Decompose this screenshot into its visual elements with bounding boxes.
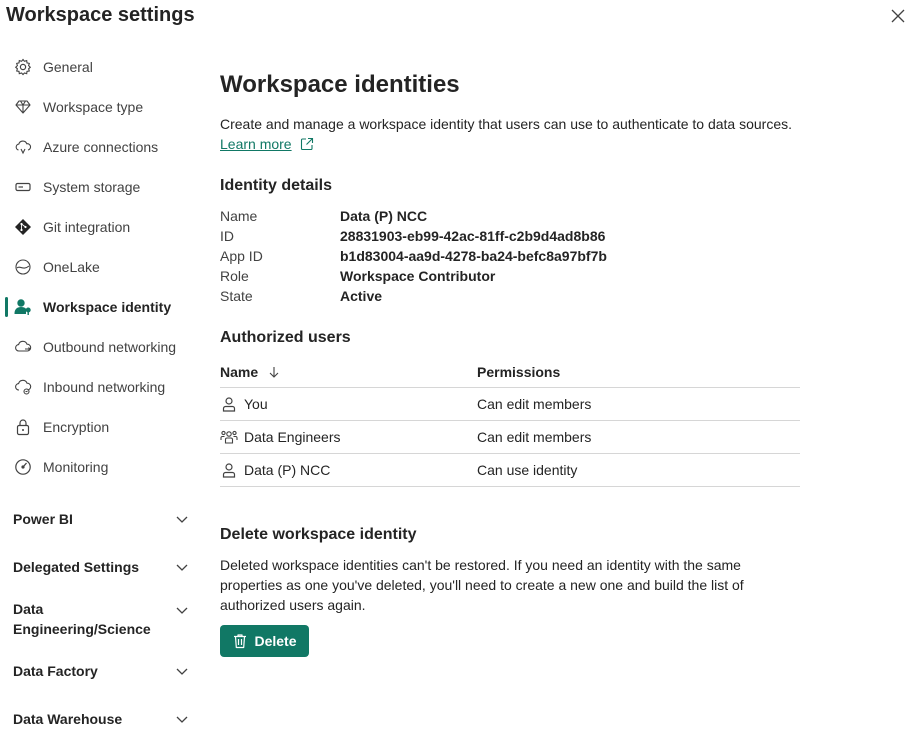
git-icon [14,218,32,236]
group-label: Data Engineering/Science [13,601,151,637]
detail-value: 28831903-eb99-42ac-81ff-c2b9d4ad8b86 [340,228,606,244]
cloud-link-icon [14,138,32,156]
chevron-down-icon [174,602,190,618]
delete-identity-description: Deleted workspace identities can't be restored. If you need an identity with the same properties as one you've deleted, you'll need to create a new one and build the list of authorized users again. [220,557,744,613]
trash-icon [232,633,248,649]
table-row[interactable] [220,388,800,421]
detail-row-id [220,226,820,246]
page-title: Workspace identities [220,71,460,98]
chevron-down-icon [174,663,190,679]
lock-icon [14,418,32,436]
detail-value: b1d83004-aa9d-4278-ba24-befc8a97bf7b [340,248,607,264]
sidebar-item-azure-connections[interactable] [0,127,200,167]
people-group-icon [220,428,238,446]
group-label: Power BI [13,511,73,527]
sidebar-item-label: Workspace type [43,99,144,115]
gauge-icon [14,458,32,476]
detail-key: State [220,288,253,304]
sidebar-item-general[interactable] [0,47,200,87]
permissions-column-header: Permissions [477,363,561,380]
person-key-icon [14,298,32,316]
sidebar-item-label: System storage [43,179,141,195]
dialog-title: Workspace settings [6,4,195,26]
detail-key: ID [220,228,234,244]
detail-value: Data (P) NCC [340,208,428,224]
detail-value: Workspace Contributor [340,268,496,284]
chevron-down-icon [174,511,190,527]
sort-down-arrow-icon [268,366,280,378]
close-button[interactable] [888,6,908,26]
sidebar-item-workspace-type[interactable] [0,87,200,127]
learn-more-link[interactable] [220,134,314,154]
sidebar-item-label: General [43,59,93,75]
sidebar-item-encryption[interactable] [0,407,200,447]
authorized-users-table [220,356,800,487]
detail-key: Role [220,268,249,284]
settings-sidebar [0,47,200,487]
group-data-engineering-science[interactable] [0,599,200,639]
learn-more-label: Learn more [220,136,292,152]
delete-identity-heading: Delete workspace identity [220,526,417,543]
sidebar-item-system-storage[interactable] [0,167,200,207]
detail-value: Active [340,288,383,304]
chevron-down-icon [174,559,190,575]
sidebar-item-inbound-networking[interactable] [0,367,200,407]
group-power-bi[interactable] [0,509,200,529]
gear-icon [14,58,32,76]
person-icon [220,461,238,479]
sidebar-item-workspace-identity[interactable] [0,287,200,327]
group-delegated-settings[interactable] [0,557,200,577]
chevron-down-icon [174,711,190,727]
cloud-inbound-icon [14,378,32,396]
sidebar-item-label: Azure connections [43,139,159,155]
detail-key: App ID [220,248,263,264]
delete-identity-section [220,525,820,657]
sidebar-item-onelake[interactable] [0,247,200,287]
user-permission: Can edit members [477,396,592,412]
page-description: Create and manage a workspace identity that users can use to authenticate to data sources. [220,116,793,132]
sidebar-item-label: OneLake [43,259,100,275]
sidebar-item-label: Inbound networking [43,379,166,395]
detail-row-role [220,266,820,286]
detail-row-state [220,286,820,306]
group-label: Delegated Settings [13,559,140,575]
group-data-factory[interactable] [0,661,200,681]
diamond-icon [14,98,32,116]
workspace-identities-panel [220,70,820,487]
sidebar-item-monitoring[interactable] [0,447,200,487]
table-row[interactable] [220,454,800,487]
column-label: Name [220,363,259,380]
detail-row-name [220,206,820,226]
table-row[interactable] [220,421,800,454]
user-permission: Can use identity [477,462,578,478]
user-permission: Can edit members [477,429,592,445]
person-icon [220,395,238,413]
user-name: Data (P) NCC [244,462,331,478]
delete-button[interactable] [220,625,309,657]
authorized-users-heading: Authorized users [220,329,351,346]
delete-button-label: Delete [254,633,297,649]
name-column-header[interactable] [220,364,477,380]
storage-icon [14,178,32,196]
close-icon [891,9,905,23]
identity-details [220,206,820,306]
group-label: Data Factory [13,663,98,679]
detail-row-app-id [220,246,820,266]
open-external-icon [300,137,314,151]
cloud-outbound-icon [14,338,32,356]
sidebar-item-label: Workspace identity [43,299,172,315]
sidebar-item-label: Monitoring [43,459,109,475]
table-header [220,356,800,388]
user-name: Data Engineers [244,429,341,445]
user-name: You [244,396,268,412]
sidebar-item-label: Outbound networking [43,339,177,355]
sidebar-item-label: Encryption [43,419,110,435]
sidebar-item-git-integration[interactable] [0,207,200,247]
group-data-warehouse[interactable] [0,709,200,729]
detail-key: Name [220,208,258,224]
sidebar-item-outbound-networking[interactable] [0,327,200,367]
group-label: Data Warehouse [13,711,123,727]
onelake-icon [14,258,32,276]
sidebar-item-label: Git integration [43,219,131,235]
identity-details-heading: Identity details [220,177,333,194]
